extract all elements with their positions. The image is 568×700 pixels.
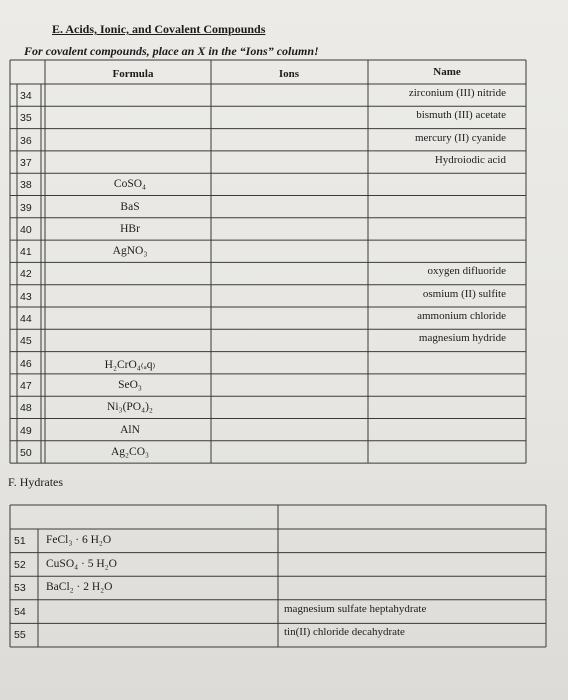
section-e-heading: E. Acids, Ionic, and Covalent Compounds <box>52 22 266 36</box>
row-number: 46 <box>20 357 32 370</box>
row-number: 42 <box>20 268 32 281</box>
formula-cell: Ni₃(PO₄)₂ <box>107 401 153 414</box>
name-cell: magnesium hydride <box>418 332 506 345</box>
row-number: 39 <box>20 201 32 214</box>
formula-cell: AgNO₃ <box>112 245 148 258</box>
row-number: 47 <box>20 379 32 392</box>
name-cell: osmium (II) sulfite <box>422 287 506 300</box>
formula-cell: FeCl₃ · 6 H₂O <box>46 534 112 546</box>
row-number: 50 <box>20 446 32 459</box>
row-number: 41 <box>20 246 32 259</box>
formula-cell: CuSO₄ · 5 H₂O <box>46 557 117 570</box>
section-e-instruction: For covalent compounds, place an X in the “Ions” column! <box>24 44 319 58</box>
row-number: 54 <box>14 605 26 618</box>
row-number: 55 <box>14 629 26 642</box>
formula-cell: AlN <box>120 423 140 436</box>
formula-cell: SeO₃ <box>118 378 142 391</box>
formula-cell: BaS <box>120 200 140 213</box>
row-number: 51 <box>14 535 26 547</box>
row-number: 49 <box>20 424 32 437</box>
column-header-ions: Ions <box>278 68 300 80</box>
name-cell: bismuth (III) acetate <box>416 109 506 122</box>
row-number: 44 <box>20 313 32 325</box>
row-number: 37 <box>20 156 32 169</box>
row-number: 36 <box>20 134 32 147</box>
section-f-heading: F. Hydrates <box>8 475 64 489</box>
name-cell: Hydroiodic acid <box>434 153 506 166</box>
name-cell: mercury (II) cyanide <box>414 131 506 144</box>
formula-cell: BaCl₂ · 2 H₂O <box>46 581 113 594</box>
formula-cell: Ag₂CO₃ <box>110 445 150 458</box>
column-header-name: Name <box>433 66 461 78</box>
formula-cell: CoSO₄ <box>113 178 147 191</box>
row-number: 45 <box>20 335 32 348</box>
row-number: 53 <box>14 582 26 595</box>
row-number: 48 <box>20 402 32 415</box>
name-cell: ammonium chloride <box>417 310 506 322</box>
column-header-formula: Formula <box>112 68 154 80</box>
row-number: 40 <box>20 223 32 236</box>
formula-cell: H₂CrO₄₍ₐq₎ <box>104 358 156 371</box>
name-cell: magnesium sulfate heptahydrate <box>284 602 427 615</box>
formula-cell: HBr <box>120 222 140 235</box>
row-number: 52 <box>14 558 26 571</box>
name-cell: tin(II) chloride decahydrate <box>284 626 405 639</box>
row-number: 38 <box>20 179 32 192</box>
row-number: 35 <box>20 112 32 125</box>
row-number: 34 <box>20 90 32 102</box>
row-number: 43 <box>20 290 32 303</box>
name-cell: zirconium (III) nitride <box>408 87 506 99</box>
name-cell: oxygen difluoride <box>427 265 506 278</box>
